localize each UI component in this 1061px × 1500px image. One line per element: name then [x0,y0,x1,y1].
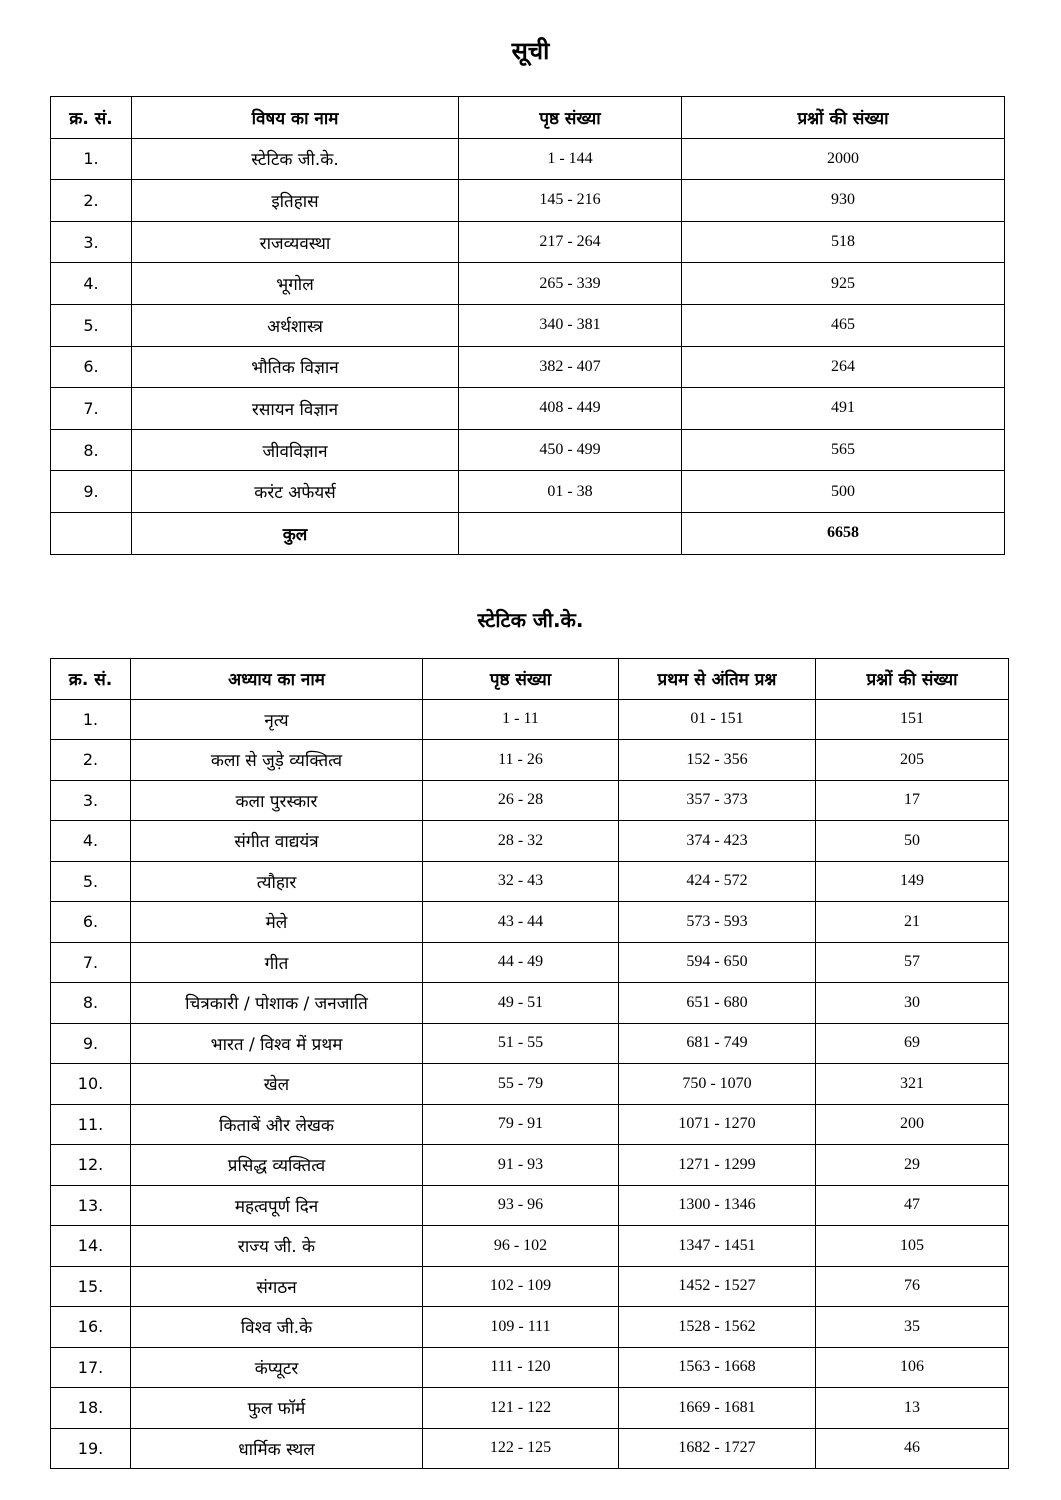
question-count-cell: 69 [816,1023,1009,1064]
page-range-cell: 49 - 51 [423,983,619,1024]
subject-name-cell: भौतिक विज्ञान [132,346,459,388]
serial-cell: 8. [51,429,132,471]
question-count-cell: 46 [816,1428,1009,1469]
serial-cell: 9. [51,1023,131,1064]
table-row [51,263,1005,305]
static-gk-header-serial: क्र. सं. [51,659,131,700]
chapter-name-cell: कला पुरस्कार [131,780,423,821]
page-range-cell: 28 - 32 [423,821,619,862]
table-row [51,1185,1009,1226]
chapter-name-cell: फुल फॉर्म [131,1388,423,1429]
page-range-cell: 121 - 122 [423,1388,619,1429]
table-row [51,180,1005,222]
serial-cell: 3. [51,780,131,821]
subject-name-cell: जीवविज्ञान [132,429,459,471]
question-range-cell: 1563 - 1668 [619,1347,816,1388]
question-count-cell: 321 [816,1064,1009,1105]
page-range-cell: 79 - 91 [423,1104,619,1145]
serial-cell: 17. [51,1347,131,1388]
page-range-cell: 93 - 96 [423,1185,619,1226]
total-label: कुल [132,512,459,554]
page-range-cell: 43 - 44 [423,902,619,943]
page-range-cell: 51 - 55 [423,1023,619,1064]
serial-cell: 13. [51,1185,131,1226]
chapter-name-cell: चित्रकारी / पोशाक / जनजाति [131,983,423,1024]
subject-name-cell: अर्थशास्त्र [132,304,459,346]
chapter-name-cell: नृत्य [131,699,423,740]
table-row [51,1145,1009,1186]
index-header-questions: प्रश्नों की संख्या [682,97,1005,139]
question-count-cell: 50 [816,821,1009,862]
serial-cell: 4. [51,821,131,862]
table-row [51,1428,1009,1469]
page-range-cell: 96 - 102 [423,1226,619,1267]
chapter-name-cell: कला से जुड़े व्यक्तित्व [131,740,423,781]
total-value: 6658 [682,512,1005,554]
question-count-cell: 29 [816,1145,1009,1186]
serial-cell: 18. [51,1388,131,1429]
table-row [51,983,1009,1024]
page-range-cell: 91 - 93 [423,1145,619,1186]
table-row [51,699,1009,740]
question-count-cell: 465 [682,304,1005,346]
question-range-cell: 357 - 373 [619,780,816,821]
question-count-cell: 35 [816,1307,1009,1348]
page-range-cell: 32 - 43 [423,861,619,902]
question-count-cell: 151 [816,699,1009,740]
question-count-cell: 200 [816,1104,1009,1145]
table-row [51,471,1005,513]
table-row [51,1104,1009,1145]
page-range-cell: 382 - 407 [459,346,682,388]
chapter-name-cell: किताबें और लेखक [131,1104,423,1145]
table-row [51,429,1005,471]
question-range-cell: 1528 - 1562 [619,1307,816,1348]
serial-cell: 6. [51,346,132,388]
question-count-cell: 21 [816,902,1009,943]
question-count-cell: 925 [682,263,1005,305]
chapter-name-cell: संगठन [131,1266,423,1307]
table-row [51,1226,1009,1267]
static-gk-table [50,658,1009,1469]
question-count-cell: 491 [682,388,1005,430]
question-count-cell: 13 [816,1388,1009,1429]
table-row [51,138,1005,180]
table-row [51,740,1009,781]
serial-cell: 12. [51,1145,131,1186]
table-row [51,821,1009,862]
question-range-cell: 152 - 356 [619,740,816,781]
serial-cell: 4. [51,263,132,305]
question-range-cell: 1452 - 1527 [619,1266,816,1307]
index-table [50,96,1005,555]
table-row [51,861,1009,902]
page-range-cell: 217 - 264 [459,221,682,263]
question-count-cell: 30 [816,983,1009,1024]
subject-name-cell: भूगोल [132,263,459,305]
serial-cell: 1. [51,138,132,180]
page-range-cell: 1 - 11 [423,699,619,740]
table-row [51,1307,1009,1348]
serial-cell: 14. [51,1226,131,1267]
page-range-cell: 102 - 109 [423,1266,619,1307]
table-row [51,304,1005,346]
static-gk-header-chapter: अध्याय का नाम [131,659,423,700]
question-range-cell: 1300 - 1346 [619,1185,816,1226]
table-row [51,1064,1009,1105]
chapter-name-cell: कंप्यूटर [131,1347,423,1388]
page-range-cell: 122 - 125 [423,1428,619,1469]
question-count-cell: 2000 [682,138,1005,180]
chapter-name-cell: संगीत वाद्ययंत्र [131,821,423,862]
serial-cell: 7. [51,942,131,983]
question-count-cell: 930 [682,180,1005,222]
question-range-cell: 1682 - 1727 [619,1428,816,1469]
page-range-cell: 265 - 339 [459,263,682,305]
static-gk-header-row [51,659,1009,700]
static-gk-header-pages: पृष्ठ संख्या [423,659,619,700]
page-range-cell: 26 - 28 [423,780,619,821]
question-count-cell: 47 [816,1185,1009,1226]
serial-cell: 16. [51,1307,131,1348]
question-range-cell: 1071 - 1270 [619,1104,816,1145]
chapter-name-cell: मेले [131,902,423,943]
static-gk-title: स्टेटिक जी.के. [477,608,584,632]
total-row [51,512,1005,554]
question-count-cell: 149 [816,861,1009,902]
page-range-cell: 450 - 499 [459,429,682,471]
table-row [51,1266,1009,1307]
table-row [51,942,1009,983]
question-range-cell: 1347 - 1451 [619,1226,816,1267]
subject-name-cell: रसायन विज्ञान [132,388,459,430]
subject-name-cell: करंट अफेयर्स [132,471,459,513]
static-gk-header-question-range: प्रथम से अंतिम प्रश्न [619,659,816,700]
table-row [51,1347,1009,1388]
static-gk-header-questions: प्रश्नों की संख्या [816,659,1009,700]
serial-cell: 6. [51,902,131,943]
page-range-cell: 111 - 120 [423,1347,619,1388]
serial-cell: 5. [51,304,132,346]
table-row [51,221,1005,263]
chapter-name-cell: धार्मिक स्थल [131,1428,423,1469]
index-header-pages: पृष्ठ संख्या [459,97,682,139]
page-range-cell: 44 - 49 [423,942,619,983]
question-count-cell: 76 [816,1266,1009,1307]
serial-cell: 9. [51,471,132,513]
page-range-cell: 408 - 449 [459,388,682,430]
question-range-cell: 374 - 423 [619,821,816,862]
index-title: सूची [511,37,550,65]
chapter-name-cell: प्रसिद्ध व्यक्तित्व [131,1145,423,1186]
question-range-cell: 1669 - 1681 [619,1388,816,1429]
question-count-cell: 57 [816,942,1009,983]
serial-cell: 1. [51,699,131,740]
question-range-cell: 424 - 572 [619,861,816,902]
question-range-cell: 681 - 749 [619,1023,816,1064]
question-range-cell: 1271 - 1299 [619,1145,816,1186]
question-count-cell: 17 [816,780,1009,821]
total-empty-cell [51,512,132,554]
question-count-cell: 500 [682,471,1005,513]
question-range-cell: 573 - 593 [619,902,816,943]
question-range-cell: 01 - 151 [619,699,816,740]
subject-name-cell: राजव्यवस्था [132,221,459,263]
table-row [51,1023,1009,1064]
index-header-serial: क्र. सं. [51,97,132,139]
page-range-cell: 145 - 216 [459,180,682,222]
question-count-cell: 105 [816,1226,1009,1267]
table-row [51,1388,1009,1429]
serial-cell: 2. [51,180,132,222]
chapter-name-cell: राज्य जी. के [131,1226,423,1267]
page-range-cell: 1 - 144 [459,138,682,180]
chapter-name-cell: खेल [131,1064,423,1105]
question-count-cell: 565 [682,429,1005,471]
table-row [51,346,1005,388]
serial-cell: 5. [51,861,131,902]
page-range-cell: 340 - 381 [459,304,682,346]
total-empty-cell [459,512,682,554]
question-range-cell: 594 - 650 [619,942,816,983]
serial-cell: 10. [51,1064,131,1105]
chapter-name-cell: त्यौहार [131,861,423,902]
serial-cell: 7. [51,388,132,430]
table-row [51,780,1009,821]
index-header-subject: विषय का नाम [132,97,459,139]
serial-cell: 8. [51,983,131,1024]
question-count-cell: 205 [816,740,1009,781]
question-range-cell: 651 - 680 [619,983,816,1024]
question-count-cell: 264 [682,346,1005,388]
page-range-cell: 01 - 38 [459,471,682,513]
table-row [51,388,1005,430]
serial-cell: 19. [51,1428,131,1469]
chapter-name-cell: भारत / विश्व में प्रथम [131,1023,423,1064]
index-header-row [51,97,1005,139]
page-range-cell: 109 - 111 [423,1307,619,1348]
table-row [51,902,1009,943]
question-range-cell: 750 - 1070 [619,1064,816,1105]
serial-cell: 3. [51,221,132,263]
chapter-name-cell: गीत [131,942,423,983]
serial-cell: 15. [51,1266,131,1307]
chapter-name-cell: महत्वपूर्ण दिन [131,1185,423,1226]
serial-cell: 11. [51,1104,131,1145]
page-range-cell: 11 - 26 [423,740,619,781]
question-count-cell: 518 [682,221,1005,263]
question-count-cell: 106 [816,1347,1009,1388]
chapter-name-cell: विश्व जी.के [131,1307,423,1348]
subject-name-cell: स्टेटिक जी.के. [132,138,459,180]
subject-name-cell: इतिहास [132,180,459,222]
serial-cell: 2. [51,740,131,781]
page-range-cell: 55 - 79 [423,1064,619,1105]
